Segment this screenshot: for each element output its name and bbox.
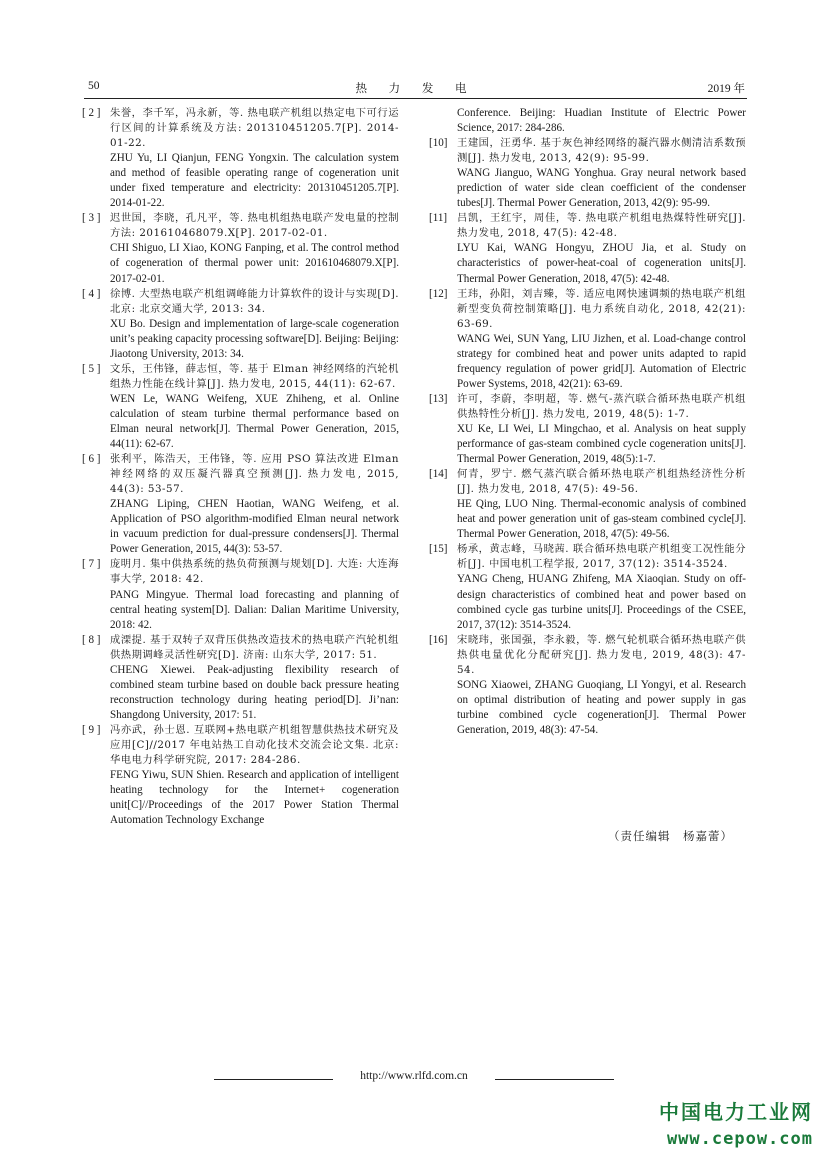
reference-english: WANG Wei, SUN Yang, LIU Jizhen, et al. Load-change control strategy for combined heat and power units adapted to rapid frequency regulation of power grid[J]. Automation of Electric Power Systems, 2018, 42(21): 63-69. bbox=[457, 332, 746, 390]
reference-english: XU Ke, LI Wei, LI Mingchao, et al. Analysis on heat supply performance of gas-steam combined cycle cogeneration units[J]. Thermal Power Generation, 2019, 48(5):1-7. bbox=[457, 422, 746, 466]
reference-item bbox=[429, 633, 746, 738]
reference-item bbox=[429, 467, 746, 542]
reference-number: [12] bbox=[429, 287, 448, 300]
reference-item bbox=[82, 362, 399, 452]
reference-english: LYU Kai, WANG Hongyu, ZHOU Jia, et al. Study on characteristics of power-heat-coal of cogeneration units[J]. Thermal Power Generation, 2018, 47(5): 42-48. bbox=[457, 242, 746, 285]
reference-item bbox=[429, 287, 746, 392]
reference-item bbox=[429, 542, 746, 632]
reference-english: ZHU Yu, LI Qianjun, FENG Yongxin. The calculation system and method of feasible operating range of cogeneration unit under fixed temperature and electricity: 201310451205.7[P]. 2014-01-22. bbox=[110, 152, 399, 210]
reference-chinese: 冯亦武，孙士恩. 互联网+热电联产机组智慧供热技术研究及应用[C]//2017 年电站热工自动化技术交流会论文集. 北京: 华电电力科学研究院, 2017: 284-286. bbox=[110, 723, 399, 767]
reference-chinese: 徐博. 大型热电联产机组调峰能力计算软件的设计与实现[D]. 北京: 北京交通大学, 2013: 34. bbox=[110, 287, 399, 315]
page-footer bbox=[0, 1070, 827, 1086]
reference-number: [14] bbox=[429, 468, 448, 481]
reference-english: WANG Jianguo, WANG Yonghua. Gray neural network based prediction of water side clean coefficient of the condenser tubes[J]. Thermal Power Generation, 2013, 42(9): 95-99. bbox=[457, 167, 746, 210]
reference-chinese: 庞明月. 集中供热系统的热负荷预测与规划[D]. 大连: 大连海事大学, 2018: 42. bbox=[110, 558, 399, 586]
reference-chinese: 杨承，黄志峰，马晓茜. 联合循环热电联产机组变工况性能分析[J]. 中国电机工程学报, 2017, 37(12): 3514-3524. bbox=[457, 543, 746, 571]
journal-title: 热 力 发 电 bbox=[355, 81, 476, 95]
reference-number: [13] bbox=[429, 392, 448, 405]
reference-number: [ 7 ] bbox=[82, 558, 101, 571]
reference-number: [15] bbox=[429, 543, 448, 556]
reference-english: ZHANG Liping, CHEN Haotian, WANG Weifeng, et al. Application of PSO algorithm-modified Elman neural network in vacuum prediction for dual-pressure condensers[J]. Thermal Power Generation, 2015, 44(3): 53-57. bbox=[110, 498, 399, 556]
reference-number: [ 6 ] bbox=[82, 453, 101, 466]
page-number: 50 bbox=[88, 80, 100, 92]
reference-english: FENG Yiwu, SUN Shien. Research and application of intelligent heating technology for the Internet+ cogeneration unit[C]//Proceedings of the 2017 Power Station Thermal Automation Technology Exchange bbox=[110, 769, 399, 827]
reference-chinese: 何青，罗宁. 燃气蒸汽联合循环热电联产机组热经济性分析[J]. 热力发电, 2018, 47(5): 49-56. bbox=[457, 468, 746, 496]
reference-chinese: 许可，李蔚，李明超，等. 燃气-蒸汽联合循环热电联产机组供热特性分析[J]. 热力发电, 2019, 48(5): 1-7. bbox=[457, 392, 746, 420]
reference-item bbox=[429, 136, 746, 211]
reference-chinese: 张利平，陈浩天，王伟锋，等. 应用 PSO 算法改进 Elman 神经网络的双压凝汽器真空预测[J]. 热力发电, 2015, 44(3): 53-57. bbox=[110, 453, 399, 496]
reference-number: [ 8 ] bbox=[82, 633, 101, 646]
references-left-column bbox=[82, 106, 399, 828]
reference-chinese: 成溧提. 基于双转子双背压供热改造技术的热电联产汽轮机组供热期调峰灵活性研究[D]. 济南: 山东大学, 2017: 51. bbox=[110, 633, 399, 661]
reference-item bbox=[82, 452, 399, 557]
reference-english: HE Qing, LUO Ning. Thermal-economic analysis of combined heat and power generation unit of gas-steam combined cycle[J]. Thermal Power Generation, 2018, 47(5): 49-56. bbox=[457, 498, 746, 541]
watermark-zh: 中国电力工业网 bbox=[659, 1100, 813, 1124]
reference-english: WEN Le, WANG Weifeng, XUE Zhiheng, et al. Online calculation of steam turbine thermal performance based on Elman neural network[J]. Thermal Power Generation, 2015, 44(11): 62-67. bbox=[110, 392, 399, 451]
reference-item bbox=[82, 723, 399, 828]
reference-number: [ 2 ] bbox=[82, 107, 101, 119]
reference-english: CHI Shiguo, LI Xiao, KONG Fanping, et al. The control method of cogeneration of thermal power unit: 201610468079.X[P]. 2017-02-01. bbox=[110, 242, 399, 285]
reference-english: YANG Cheng, HUANG Zhifeng, MA Xiaoqian. Study on off-design characteristics of combined heat and power based on combined cycle gas turbine units[J]. Proceedings of the CSEE, 2017, 37(12): 3514-3524. bbox=[457, 573, 746, 631]
footer-rule-left bbox=[214, 1079, 333, 1080]
reference-item bbox=[82, 211, 399, 286]
reference-chinese: 王建国，汪勇华. 基于灰色神经网络的凝汽器水侧清洁系数预测[J]. 热力发电, 2013, 42(9): 95-99. bbox=[457, 137, 746, 165]
reference-continuation bbox=[429, 106, 746, 136]
reference-number: [ 9 ] bbox=[82, 723, 101, 736]
references-right-column bbox=[429, 106, 746, 738]
reference-english: XU Bo. Design and implementation of large-scale cogeneration unit’s peaking capacity processing software[D]. Beijing: Beijing: Jiaotong University, 2013: 34. bbox=[110, 317, 399, 360]
page-header bbox=[84, 80, 747, 100]
reference-item bbox=[82, 106, 399, 211]
reference-number: [ 3 ] bbox=[82, 212, 101, 225]
reference-chinese: 王玮，孙阳，刘吉臻，等. 适应电网快速调频的热电联产机组新型变负荷控制策略[J]. 电力系统自动化, 2018, 42(21): 63-69. bbox=[457, 287, 746, 330]
reference-chinese: 吕凯，王红宇，周佳，等. 热电联产机组电热煤特性研究[J]. 热力发电, 2018, 47(5): 42-48. bbox=[457, 212, 746, 240]
header-divider bbox=[84, 98, 747, 99]
reference-item bbox=[82, 287, 399, 362]
site-watermark bbox=[659, 1096, 813, 1149]
reference-english: SONG Xiaowei, ZHANG Guoqiang, LI Yongyi, et al. Research on optimal distribution of heating and power supply in gas turbine combined cycle cogeneration[J]. Thermal Power Generation, 2019, 48(3): 47-54. bbox=[457, 678, 746, 736]
reference-number: [10] bbox=[429, 137, 448, 150]
reference-english: CHENG Xiewei. Peak-adjusting flexibility research of combined steam turbine based on double back pressure heating reconstruction technology during heating period[D]. Ji’nan: Shangdong University, 2017: 51. bbox=[110, 663, 399, 721]
reference-number: [16] bbox=[429, 633, 448, 646]
issue-year: 2019 年 bbox=[707, 83, 745, 95]
reference-number: [ 4 ] bbox=[82, 287, 101, 300]
responsible-editor: （责任编辑 杨嘉蕾） bbox=[608, 829, 733, 843]
watermark-en: www.cepow.com bbox=[666, 1129, 813, 1149]
reference-item bbox=[429, 211, 746, 286]
reference-chinese: 朱誉，李千军，冯永新，等. 热电联产机组以热定电下可行运行区间的计算系统及方法: 201310451205.7[P]. 2014-01-22. bbox=[110, 107, 399, 150]
reference-chinese: 宋晓玮，张国强，李永毅，等. 燃气轮机联合循环热电联产供热供电量优化分配研究[J]. 热力发电, 2019, 48(3): 47-54. bbox=[457, 633, 746, 676]
journal-url-link[interactable]: http://www.rlfd.com.cn bbox=[360, 1070, 468, 1082]
reference-item bbox=[82, 557, 399, 632]
reference-chinese: 文乐，王伟锋，薛志恒，等. 基于 Elman 神经网络的汽轮机组热力性能在线计算[J]. 热力发电, 2015, 44(11): 62-67. bbox=[110, 362, 399, 390]
reference-continuation-text: Conference. Beijing: Huadian Institute of Electric Power Science, 2017: 284-286. bbox=[457, 107, 746, 135]
reference-item bbox=[429, 392, 746, 467]
reference-english: PANG Mingyue. Thermal load forecasting and planning of central heating system[D]. Dalian: Dalian Maritime University, 2018: 42. bbox=[110, 588, 399, 631]
reference-number: [11] bbox=[429, 212, 448, 225]
reference-chinese: 迟世国，李晓，孔凡平，等. 热电机组热电联产发电量的控制方法: 201610468079.X[P]. 2017-02-01. bbox=[110, 212, 399, 240]
reference-item bbox=[82, 633, 399, 723]
footer-rule-right bbox=[495, 1079, 614, 1080]
reference-number: [ 5 ] bbox=[82, 362, 101, 375]
